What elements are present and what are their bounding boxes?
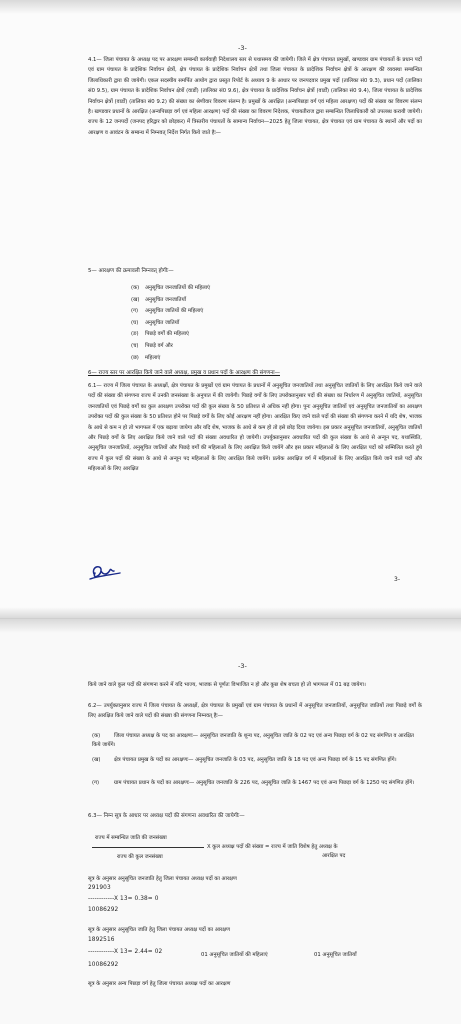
calc-sc-title: सूत्र के अनुसार अनुसूचित जाति हेतु जिला पंचायत अध्यक्ष पदों का आरक्षण	[88, 927, 230, 933]
calc-st-expression: ------------X 13= 0.38= 0	[88, 896, 159, 902]
calc-sc-denominator: 10086292	[88, 962, 119, 968]
sub-item: (क) जिला पंचायत अध्यक्ष के पद का आरक्षणः— अनुसूचित जनजाति के शून्य पद, अनुसूचित जाति के 02 पद एवं अन्य पिछड़ा वर्ग के 02 पद संगणित व आरक्षित किये जायेंगे।	[92, 733, 414, 748]
page-number: -3-	[238, 44, 247, 52]
list-item: (घ) अनुसूचित जातियाँ	[131, 319, 180, 326]
list-item: (ख) अनुसूचित जनजातियाँ	[131, 296, 187, 303]
continuation-paragraph: किये जाने वाले कुल पदों की संगणना करने में यदि भाज्य, भाजक से पूर्णतः विभाजित न हो और कुछ शेष बचता हो तो भागफल में 01 बढ़ जायेगा।	[88, 682, 366, 688]
formula-numerator: राज्य में सम्बन्धित जाति की जनसंख्या	[95, 835, 167, 841]
calc-st-title: सूत्र के अनुसार अनुसूचित जनजाति हेतु जिला पंचायत अध्यक्ष पदों का आरक्षण	[88, 876, 237, 882]
sub-item: (ग) ग्राम पंचायत प्रधान के पदों का आरक्षणः— अनुसूचित जनजाति के 226 पद, अनुसूचित जाति के 1467 पद एवं अन्य पिछड़ा वर्ग के 1250 पद संगणित होंगे।	[92, 780, 415, 786]
section-6-heading: 6— राज्य स्तर पर आरक्षित किये जाने वाले अध्यक्ष, प्रमुख व प्रधान पदों के आरक्षण की संगणना—	[88, 370, 280, 376]
page-shadow	[0, 619, 461, 633]
paragraph-6-2: 6.2— उपर्युक्तानुसार राज्य में जिला पंचायत के अध्यक्षों, क्षेत्र पंचायत के प्रमुखों एवं ग्राम पंचायत के प्रधानों में अनुसूचित जनजातियों, अनुसूचित जातियों तथा पिछड़े वर्गों के लिए आरक्षित किये जाने वाले पदों की संख्या की संगणना निम्नवत् हैः—	[88, 703, 422, 720]
formula-denominator: राज्य की कुल जनसंख्या	[117, 854, 163, 860]
fraction-bar	[92, 847, 204, 848]
calc-sc-note-sc: 01 अनुसूचित जातियाँ	[314, 952, 357, 958]
calc-st-numerator: 291903	[88, 885, 111, 891]
paragraph-4-1: 4.1— जिला पंचायत के अध्यक्ष पद पर आरक्षण सम्बन्धी कार्यवाही निदेशालय स्तर से यथासमय की जायेगी। जिले में क्षेत्र पंचायत प्रमुखों, खण्डवार ग्राम पंचायतों के प्रधान पदों एवं ग्राम पंचायत के प्रादेशिक निर्वाचन क्षेत्रों, क्षेत्र पंचायत के प्रादेशिक निर्वाचन क्षेत्रों तथा जिला पंचायत के प्रादेशिक निर्वाचन क्षेत्रों के आरक्षण की व्यवस्था सम्बन्धित जिलाधिकारी द्वारा की जायेगी। एकल सदस्यीय समर्पित आयोग द्वारा प्रस्तुत रिपोर्ट के अध्याय 9 के आधार पर जनपदवार प्रमुख पदों (तालिका सं0 9.3), प्रधान पदों (तालिका सं0 9.5), ग्राम पंचायत के प्रादेशिक निर्वाचन क्षेत्रों (वार्डों) (तालिका सं0 9.6), क्षेत्र पंचायत के प्रादेशिक निर्वाचन क्षेत्रों (वार्डों) (तालिका सं0 9.4), जिला पंचायत के प्रादेशिक निर्वाचन क्षेत्रों (वार्डों) (तालिका सं0 9.2) की संख्या का श्रेणीवार विवरण संलग्न है। प्रमुखों के आरक्षित (अन्यपिछड़ा वर्ग एवं महिला आरक्षण) पदों की संख्या का विवरण संलग्न है। खण्डवार प्रधानों के आरक्षित (अन्यपिछड़ा वर्ग एवं महिला आरक्षण) पदों की संख्या का विवरण निदेशक, पंचायतीराज द्वारा सम्बन्धित जिलाधिकारी को उपलब्ध करायी जायेगी। राज्य के 12 जनपदों (जनपद हरिद्वार को छोड़कर) में त्रिस्तरीय पंचायतों के सामान्य निर्वाचन—2025 हेतु जिला पंचायत, क्षेत्र पंचायत एवं ग्राम पंचायत के स्थानों और पदों का आरक्षण व आवंटन के सम्बन्ध में निम्नवत् निर्देश निर्गत किये जाते हैः—	[88, 57, 422, 136]
paragraph-6-1: 6.1— राज्य में जिला पंचायत के अध्यक्षों, क्षेत्र पंचायत के प्रमुखों एवं ग्राम पंचायत के प्रधानों में अनुसूचित जनजातियों तथा अनुसूचित जातियों के लिए आरक्षित किये जाने वाले पदों की संख्या की संगणना राज्य में उनकी जनसंख्या के अनुपात में की जायेगी। पिछड़े वर्गों के लिए उपरोक्तानुसार पदों की संख्या का निर्धारण में अनुसूचित जातियों, अनुसूचित जनजातियों एवं पिछड़े वर्गों का कुल आरक्षण उपरोक्त पदों की कुल संख्या के 50 प्रतिशत से अधिक नहीं होगा। पुनः अनुसूचित जातियों एवं अनुसूचित जनजातियों का आरक्षण उपरोक्त पदों की कुल संख्या के 50 प्रतिशत होने पर पिछड़े वर्गों के लिए कोई आरक्षण नहीं होगा। आरक्षित किए जाने वाले पदों की संख्या की संगणना करने में यदि शेष, भाजक के आधे से कम न हो तो भागफल में एक बढ़ाया जायेगा और यदि शेष, भाजक के आधे से कम हो तो इसे छोड़ दिया जायेगा। इस प्रकार अनुसूचित जनजातियों, अनुसूचित जातियों और पिछड़े वर्गों के लिए आरक्षित किये जाने वाले पदों की संख्या अवधारित हो जायेगी। उपर्युक्तानुसार अवधारित पदों की कुल संख्या के आधे से अन्यून पद, यथास्थिति, अनुसूचित जनजातियों, अनुसूचित जातियों और पिछड़े वर्गों की महिलाओं के लिए आरक्षित किये जायेंगे और इस प्रकार महिलाओं के लिए आरक्षित पदों को सम्मिलित करते हुये राज्य में कुल पदों की संख्या के आधे से अन्यून पद महिलाओं के लिए आरक्षित किये जायेंगे। प्रत्येक आरक्षित वर्ग में महिलाओं के लिए आरक्षित किये जाने वाले पदों और महिलाओं के लिए आरक्षित	[88, 383, 422, 473]
calc-sc-expression: ------------X 13= 2.44= 02	[88, 949, 163, 955]
calc-sc-note-women: 01 अनुसूचित जातियों की महिलाएं	[201, 952, 268, 958]
list-item: (क) अनुसूचित जनजातियों की महिलाएं	[131, 285, 211, 291]
calc-st-denominator: 10086292	[88, 907, 119, 913]
page-continuation-mark: 3-	[394, 576, 400, 583]
formula-multiplier: X कुल अध्यक्ष पदों की संख्या = राज्य में जाति विशेष हेतु अध्यक्ष के	[207, 844, 338, 850]
list-item: (छ) महिलाएं	[131, 354, 161, 361]
reservation-order-list	[131, 283, 210, 364]
document-page-2	[0, 619, 461, 1024]
page-number: -3-	[238, 662, 247, 670]
sub-item: (ख) क्षेत्र पंचायत प्रमुख के पदों का आरक्षणः— अनुसूचित जनजाति के 03 पद, अनुसूचित जाति के 18 पद एवं अन्य पिछड़ा वर्ग के 15 पद संगणित होंगे।	[92, 757, 397, 763]
calc-obc-title: सूत्र के अनुसार अन्य पिछड़ा वर्ग हेतु जिला पंचायत अध्यक्ष पदों का आरक्षण	[88, 981, 231, 987]
calc-sc-numerator: 1892516	[88, 937, 115, 943]
list-item: (ङ) पिछड़े वर्गों की महिलाएं	[131, 331, 189, 338]
signature-image	[88, 562, 122, 584]
list-item: (च) पिछड़े वर्ग और	[131, 342, 173, 349]
section-5-heading: 5— आरक्षण की क्रमावली निम्नवत् होगीः—	[88, 268, 174, 274]
section-6-3-heading: 6.3— निम्न सूत्र के आधार पर अध्यक्ष पदों की संगणना अवधारित की जायेगीः—	[88, 813, 245, 819]
page-shadow	[0, 0, 461, 14]
list-item: (ग) अनुसूचित जातियों की महिलाएं	[131, 308, 204, 315]
formula-result: आरक्षित पद	[322, 853, 346, 859]
